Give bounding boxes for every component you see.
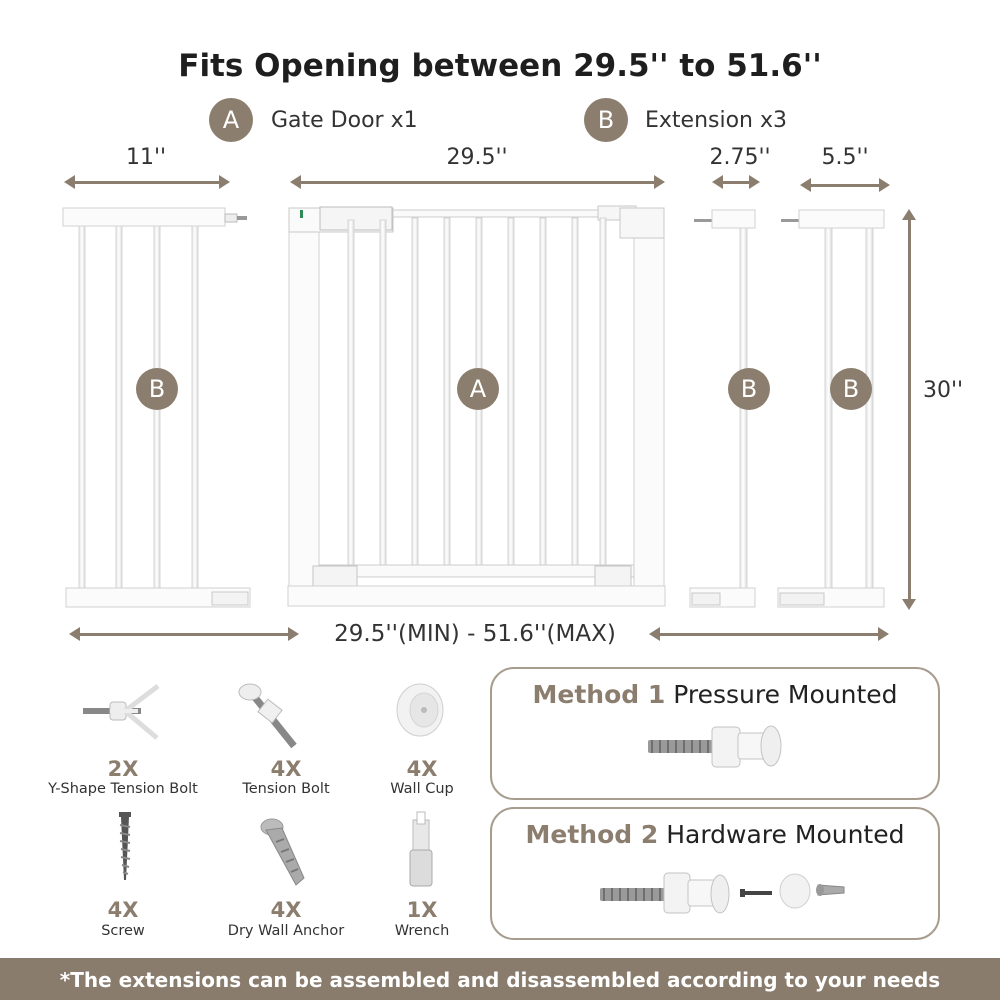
method-2-name: Hardware Mounted [666,820,905,849]
y-shape-tension-bolt-icon [83,686,158,738]
panel-label-a: A [457,368,499,410]
dry-wall-anchor-icon [261,819,304,885]
part-qty-wrench: 1X [406,898,438,922]
part-name-screw: Screw [101,923,145,939]
dimension-label-gate-width: 29.5'' [446,145,508,170]
method-1-name: Pressure Mounted [673,680,898,709]
screw-icon [119,812,131,880]
footer-note: *The extensions can be assembled and disassembled according to your needs [0,958,1000,1000]
part-name-tension-bolt: Tension Bolt [242,781,330,797]
tension-bolt-icon [239,684,294,746]
part-name-wrench: Wrench [394,923,450,939]
method-2-card [490,807,940,940]
panel-label-b-5-5: B [830,368,872,410]
legend-a-text: Gate Door x1 [271,108,418,133]
dimension-label-11: 11'' [125,145,167,170]
legend-a-badge: A [209,98,253,142]
legend-b-text: Extension x3 [645,108,788,133]
wall-cup-icon [397,684,443,736]
part-name-dry-wall-anchor: Dry Wall Anchor [227,923,345,939]
dimension-label-5-5: 5.5'' [821,145,869,170]
dimension-label-height: 30'' [922,378,964,403]
method-2-label: Method 2 [525,820,659,849]
range-label: 29.5''(MIN) - 51.6''(MAX) [334,621,616,647]
panel-label-b-2-75: B [728,368,770,410]
pressure-mount-bolt-icon [492,669,938,798]
wrench-icon [410,812,432,886]
part-name-y-shape: Y-Shape Tension Bolt [48,781,198,797]
part-qty-wall-cup: 4X [406,757,438,781]
page-title: Fits Opening between 29.5'' to 51.6'' [178,48,822,84]
part-qty-y-shape: 2X [107,757,139,781]
dimension-label-2-75: 2.75'' [709,145,771,170]
part-qty-dry-wall-anchor: 4X [270,898,302,922]
legend-b-badge: B [584,98,628,142]
method-1-label: Method 1 [532,680,666,709]
part-name-wall-cup: Wall Cup [390,781,454,797]
method-1-card [490,667,940,800]
part-qty-tension-bolt: 4X [270,757,302,781]
part-qty-screw: 4X [107,898,139,922]
panel-label-b-11: B [136,368,178,410]
hardware-mount-parts-icon [492,809,938,938]
